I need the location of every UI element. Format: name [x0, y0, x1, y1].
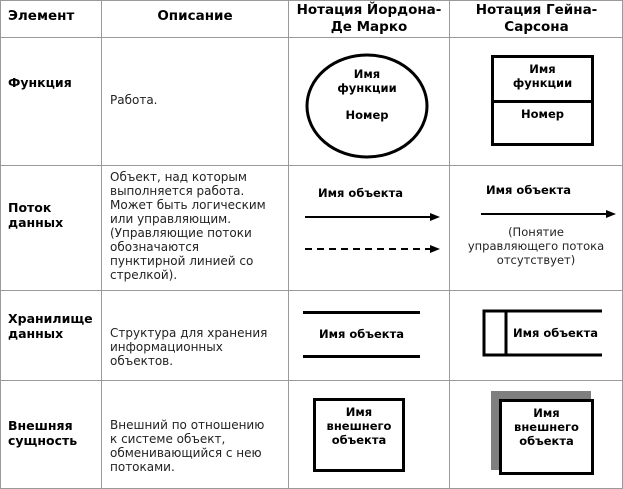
data-flow-arrowhead	[430, 213, 440, 221]
row-name-flow: Поток данных	[8, 200, 64, 230]
description-external: Внешний по отношению к системе объект, обменивающийся с нею потоками.	[110, 418, 265, 474]
header-description: Описание	[157, 8, 233, 24]
description-flow: Объект, над которым выполняется работа. Может быть логическим или управляющим. (Управляющие потоки обозначаются пунктирной линией со стрелкой).	[110, 170, 266, 282]
yourdon-store-top-line	[303, 311, 420, 314]
gane-function-divider	[494, 100, 591, 103]
gane-store-label: Имя объекта	[512, 326, 598, 340]
yourdon-external-label: Имя внешнего объекта	[326, 405, 392, 447]
header-yourdon: Нотация Йордона- Де Марко	[296, 2, 442, 35]
yourdon-store-bottom-line	[303, 355, 420, 358]
description-store: Структура для хранения информационных объектов.	[110, 326, 268, 368]
gane-flow-label: Имя объекта	[486, 183, 572, 197]
yourdon-flow-arrows	[300, 205, 445, 255]
description-function: Работа.	[110, 93, 158, 107]
header-gane: Нотация Гейна- Сарсона	[475, 2, 598, 35]
yourdon-flow-label: Имя объекта	[318, 186, 404, 200]
yourdon-function-number: Номер	[345, 108, 389, 122]
control-flow-arrowhead	[430, 245, 440, 253]
gane-function-number: Номер	[521, 107, 564, 121]
gane-function-title: Имя функции	[512, 62, 573, 90]
yourdon-store-label: Имя объекта	[318, 327, 404, 341]
row-name-function: Функция	[8, 75, 72, 90]
gane-flow-arrow	[478, 206, 620, 222]
header-element: Элемент	[8, 8, 75, 24]
yourdon-function-title: Имя функции	[337, 67, 397, 95]
gane-flow-note: (Понятие управляющего потока отсутствует)	[467, 225, 605, 267]
gane-external-label: Имя внешнего объекта	[514, 406, 579, 448]
row-name-external: Внешняя сущность	[8, 418, 78, 448]
row-name-store: Хранилище данных	[8, 311, 93, 341]
